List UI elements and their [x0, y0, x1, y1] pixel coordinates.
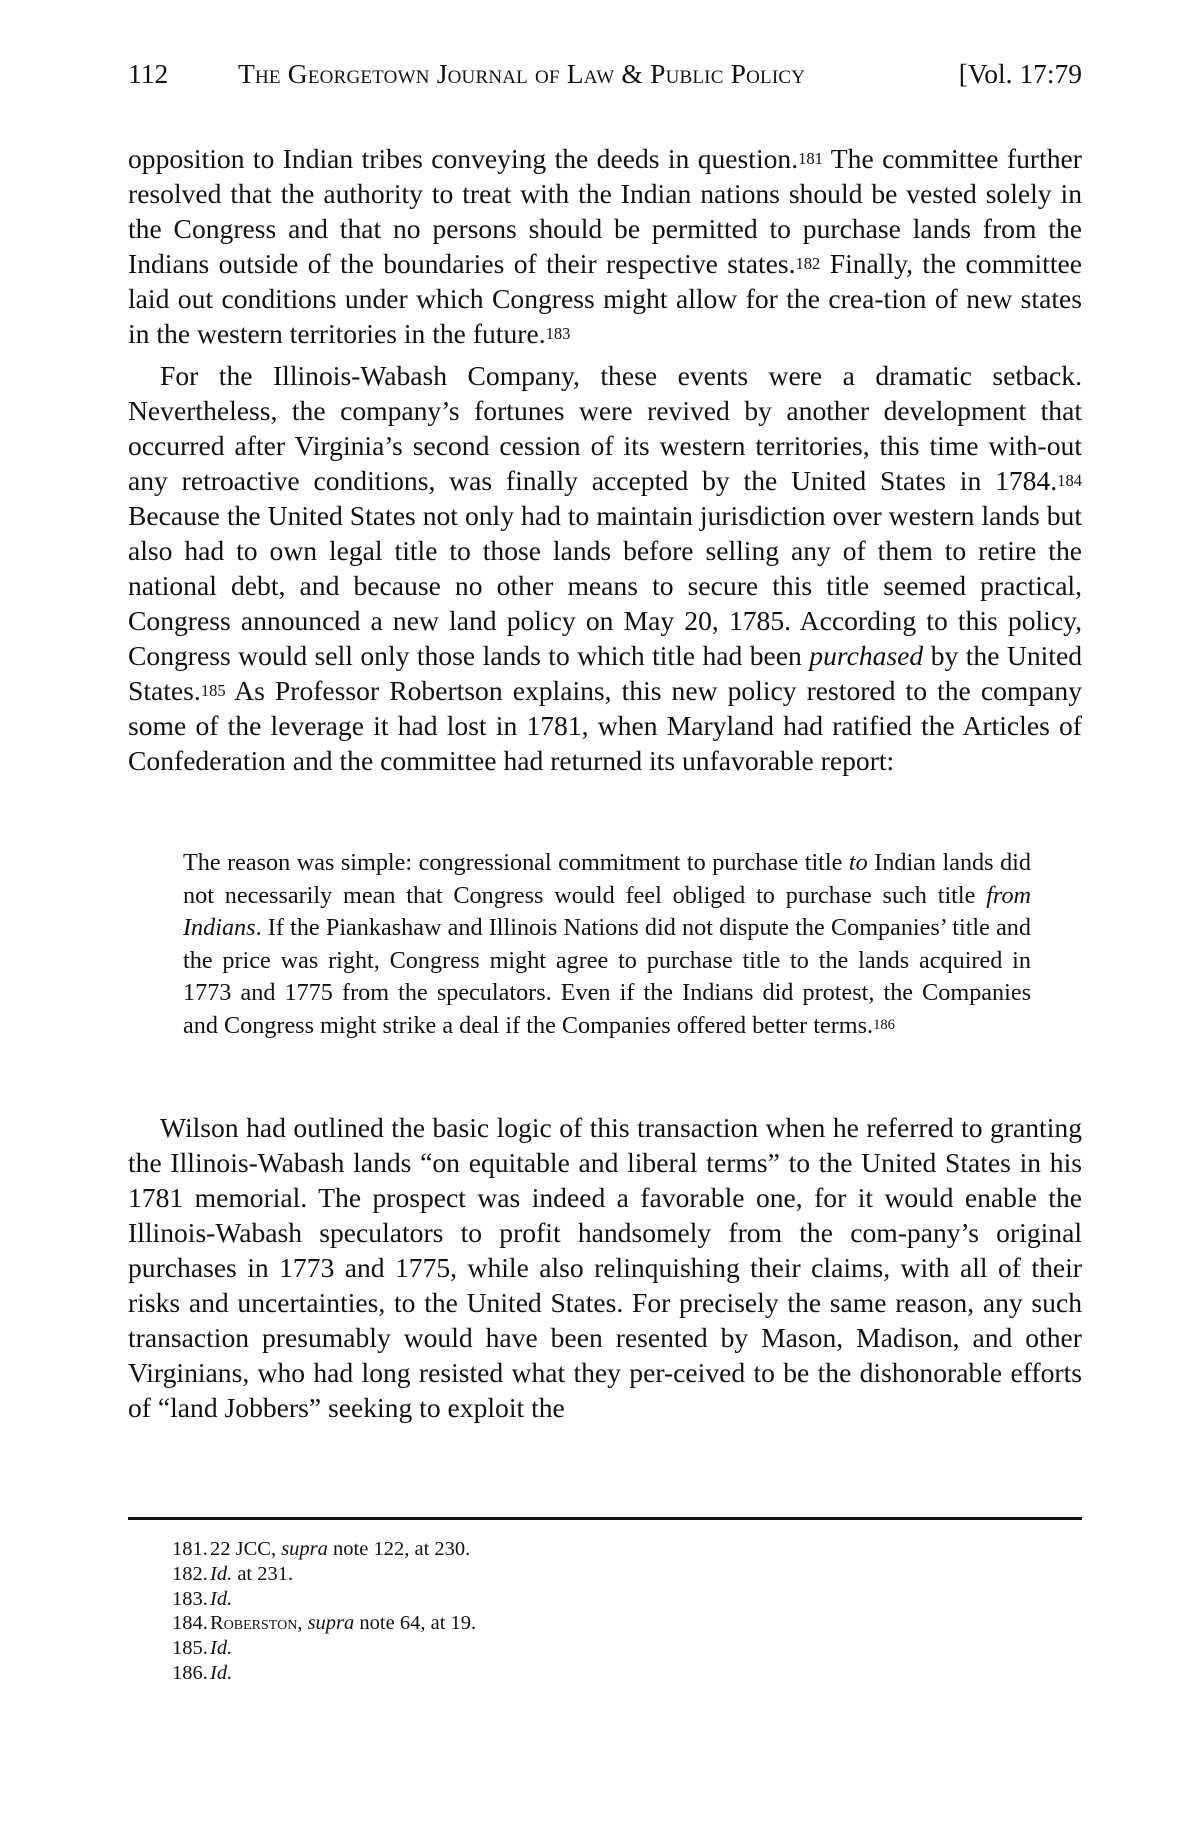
- text-run: . If the Piankashaw and Illinois Nations did not dispute the Companies’ title and the price was right, Congress might agree to purchase title to the lands acquired in 1773 and 1775 from the speculators. Even if the Indians did protest, the Companies and Congress might strike a deal if the Companies offered better terms.: [183, 914, 1031, 1039]
- footnote-text: at 231.: [232, 1562, 294, 1585]
- footnote-divider: [128, 1517, 1082, 1520]
- text-run: As Professor Robertson explains, this new policy restored to the company some of the leverage it had lost in 1781, when Maryland had ratified the Articles of Confederation and the committee had returned its unfavorable report:: [128, 675, 1082, 776]
- footnote-181: [172, 1537, 476, 1562]
- footnote-182: [172, 1562, 476, 1587]
- text-run: Finally, the committee laid out conditions under which Congress might allow for the crea-tion of new states in the western territories in the future.: [128, 248, 1082, 349]
- emphasis-from-indians: from Indians: [183, 881, 1031, 941]
- footnote-italic: Id.: [210, 1661, 233, 1684]
- volume-citation: [Vol. 17:79: [958, 58, 1082, 89]
- text-run: The committee further resolved that the authority to treat with the Indian nations should be vested solely in the Congress and that no persons should be permitted to purchase lands from the Indians outside of the boundaries of their respective states.: [128, 143, 1082, 279]
- text-run: by the United States.: [128, 640, 1082, 706]
- footnote-text: ,: [297, 1612, 308, 1635]
- footnote-number: 181.: [172, 1538, 208, 1560]
- footnote-183: [172, 1587, 476, 1612]
- body-paragraph-2: [128, 358, 1082, 778]
- journal-title: The Georgetown Journal of Law & Public Policy: [238, 58, 806, 89]
- footnote-number: 182.: [172, 1562, 208, 1585]
- emphasis-to: to: [848, 849, 868, 876]
- footnote-number: 186.: [172, 1661, 208, 1684]
- footnote-number: 185.: [172, 1637, 208, 1660]
- text-run: For the Illinois-Wabash Company, these events were a dramatic setback. Nevertheless, the company’s fortunes were revived by another development that occurred after Virginia’s second cession of its western territories, this time with-out any retroactive conditions, was finally accepted by the United States in 1784.: [128, 360, 1082, 496]
- footnote-italic: Id.: [210, 1562, 233, 1585]
- footnote-text: note 64, at 19.: [354, 1612, 477, 1635]
- footnote-number: 184.: [172, 1612, 208, 1635]
- footnote-186: [172, 1661, 476, 1686]
- text-run: opposition to Indian tribes conveying the deeds in question.: [128, 143, 799, 174]
- footnote-text: note 122, at 230.: [327, 1538, 471, 1560]
- running-header: [128, 56, 1082, 92]
- footnote-italic: Id.: [210, 1587, 233, 1610]
- footnote-italic: supra: [307, 1612, 355, 1635]
- footnote-ref-182: 182: [795, 253, 821, 273]
- body-paragraph-1: [128, 141, 1082, 351]
- footnote-italic: supra: [281, 1538, 328, 1560]
- footnote-ref-184: 184: [1057, 470, 1082, 490]
- footnotes: [172, 1537, 476, 1686]
- footnote-185: [172, 1636, 476, 1661]
- text-run: Indian lands did not necessarily mean that Congress would feel obliged to purchase such title: [183, 849, 1031, 909]
- footnote-ref-181: 181: [798, 148, 823, 168]
- body-paragraph-3: Wilson had outlined the basic logic of this transaction when he referred to granting the Illinois-Wabash lands “on equitable and liberal terms” to the United States in his 1781 memorial. The prospect was indeed a favorable one, for it would enable the Illinois-Wabash speculators to profit handsomely from the com-pany’s original purchases in 1773 and 1775, while also relinquishing their claims, with all of their risks and uncertainties, to the United States. For precisely the same reason, any such transaction presumably would have been resented by Mason, Madison, and other Virginians, who had long resisted what they per-ceived to be the dishonorable efforts of “land Jobbers” seeking to exploit the: [128, 1112, 1082, 1423]
- footnote-ref-183: 183: [545, 323, 571, 343]
- footnote-ref-186: 186: [873, 1016, 895, 1033]
- footnote-184: [172, 1611, 476, 1636]
- page-number: 112: [128, 58, 169, 89]
- footnote-author: Roberston: [210, 1612, 298, 1635]
- text-run: The reason was simple: congressional commitment to purchase title: [183, 849, 849, 876]
- footnote-ref-185: 185: [200, 680, 226, 700]
- footnote-text: 22 JCC,: [210, 1538, 282, 1560]
- emphasis-purchased: purchased: [809, 640, 924, 671]
- footnote-number: 183.: [172, 1587, 208, 1610]
- text-run: Because the United States not only had to maintain jurisdiction over western lands but also had to own legal title to those lands before selling any of them to retire the national debt, and because no other means to secure this title seemed practical, Congress announced a new land policy on May 20, 1785. According to this policy, Congress would sell only those lands to which title had been: [128, 500, 1082, 671]
- block-quote: [183, 847, 1031, 1042]
- footnote-italic: Id.: [210, 1637, 233, 1660]
